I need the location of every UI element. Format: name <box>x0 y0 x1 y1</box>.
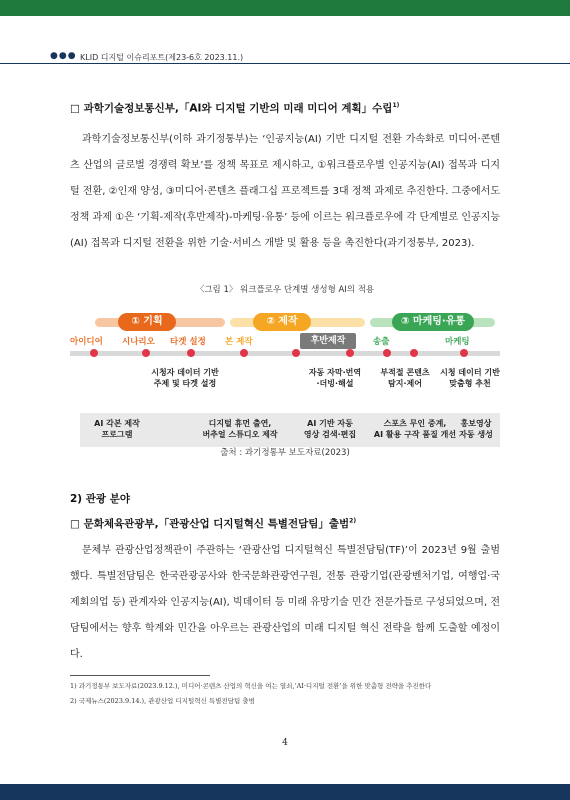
timeline-dot <box>142 349 150 357</box>
stage-scenario: 시나리오 <box>122 337 155 347</box>
timeline-dot <box>383 349 391 357</box>
timeline-dot <box>410 349 418 357</box>
section-1-heading: □ 과학기술정보통신부,「AI와 디지털 기반의 미래 미디어 계획」수립$^{1)}$ <box>70 102 400 115</box>
timeline-dot <box>187 349 195 357</box>
section-2-paragraph: 문체부 관광산업정책관이 주관하는 ‘관광산업 디지털혁신 특별전담팀(TF)’이 2023년 9월 출범했다. 특별전담팀은 한국관광공사와 한국문화관광연구원, 전통 관광기업(관광벤처기업, 여행업·국제회의업 등) 관계자와 인공지능(AI), 빅데이터 등 미래 유망기술 민간 전문가들로 구성되었으며, 전담팀에서는 향후 학계와 민간을 아우르는 관광산업의 미래 디지털 혁신 전략을 함께 도출할 예정이다. <box>70 545 500 660</box>
stage-target: 타겟 설정 <box>170 337 206 347</box>
workflow-figure <box>70 283 500 458</box>
desc-recommendation: 시청 데이터 기반 맞춤형 추천 <box>440 368 500 388</box>
phase-post-production: 후반제작 <box>300 333 356 349</box>
timeline-dot <box>90 349 98 357</box>
section-1 <box>70 98 500 257</box>
section-1-paragraph: 과학기술정보통신부(이하 과기정통부)는 ‘인공지능(AI) 기반 디지털 전환 가속화로 미디어·콘텐츠 산업의 글로벌 경쟁력 확보’를 정책 목표로 제시하고, ①워크플로우별 인공지능(AI) 접목과 디지털 전환, ②인재 양성, ③미디어·콘텐츠 플래그십 프로젝트를 3대 정책 과제로 추진한다. 그중에서도 정책 과제 ①은 ‘기획-제작(후반제작)-마케팅·유통’ 등에 이르는 워크플로우에 각 단계별로 인공지능(AI) 접목과 디지털 전환을 위한 기술·서비스 개발 및 활용 등을 촉진한다(과기정통부, 2023). <box>70 133 500 249</box>
timeline-bar <box>70 351 500 356</box>
footnote-ref-1[interactable]: 1) <box>392 102 400 109</box>
desc-ai-editing: AI 기반 자동 영상 검색·편집 <box>303 419 357 439</box>
desc-content-detection: 부적절 콘텐츠 탐지·제어 <box>380 368 430 388</box>
stage-send: 송출 <box>373 337 390 347</box>
page-number: 4 <box>282 738 288 748</box>
stage-shoot: 본 제작 <box>225 337 253 347</box>
header-dots-icon: ●●● <box>50 51 77 61</box>
footnote-2: 2) 국제뉴스(2023.9.14.), 관광산업 디지털혁신 특별전담팀 출범 <box>70 697 255 705</box>
stage-marketing: 마케팅 <box>445 337 470 347</box>
footnote-ref-2[interactable]: 2) <box>349 517 357 525</box>
stage-idea: 아이디어 <box>70 337 103 347</box>
phase-market: ③ 마케팅·유통 <box>392 313 474 331</box>
timeline-dot <box>460 349 468 357</box>
timeline-dot <box>240 349 248 357</box>
bottom-color-bar <box>0 784 570 800</box>
phase-make: ② 제작 <box>253 313 311 331</box>
timeline-dot <box>346 349 354 357</box>
figure-source: 출처 : 과기정통부 보도자료(2023) <box>220 448 350 458</box>
timeline-dot <box>292 349 300 357</box>
header-title: KLID 디지털 이슈리포트(제23-6호 2023.11.) <box>80 53 244 62</box>
section-2-heading: □ 문화체육관광부,「관광산업 디지털혁신 특별전담팀」출범$^{2)}$ <box>70 517 357 530</box>
desc-sports-broadcast: 스포츠 무인 중계, AI 활용 구작 품질 개선 <box>373 419 457 439</box>
desc-ai-script: AI 각본 제작 프로그램 <box>94 419 140 439</box>
desc-digital-human: 디지털 휴먼 출연, 버추얼 스튜디오 제작 <box>202 419 278 439</box>
header-divider <box>0 63 570 64</box>
desc-audience-topic: 시청자 데이터 기반 주제 및 타겟 설정 <box>151 368 219 388</box>
section-2-body <box>70 538 500 668</box>
desc-auto-subtitle: 자동 자막·번역 ·더빙·해설 <box>308 368 362 388</box>
figure-caption: 〈그림 1〉 워크플로우 단계별 생성형 AI의 적용 <box>195 285 375 295</box>
top-color-bar <box>0 0 570 16</box>
phase-plan: ① 기획 <box>118 313 176 331</box>
footnote-1: 1) 과기정통부 보도자료(2023.9.12.), 미디어·콘텐츠 산업의 혁신을 여는 열쇠,‘AI·디지털 전환’을 위한 맞춤형 전략을 추진한다 <box>70 682 432 690</box>
desc-promo-video: 홍보영상 자동 생성 <box>459 419 493 439</box>
section-2-title: 2) 관광 분야 <box>70 493 130 505</box>
footnote-divider <box>70 675 210 676</box>
